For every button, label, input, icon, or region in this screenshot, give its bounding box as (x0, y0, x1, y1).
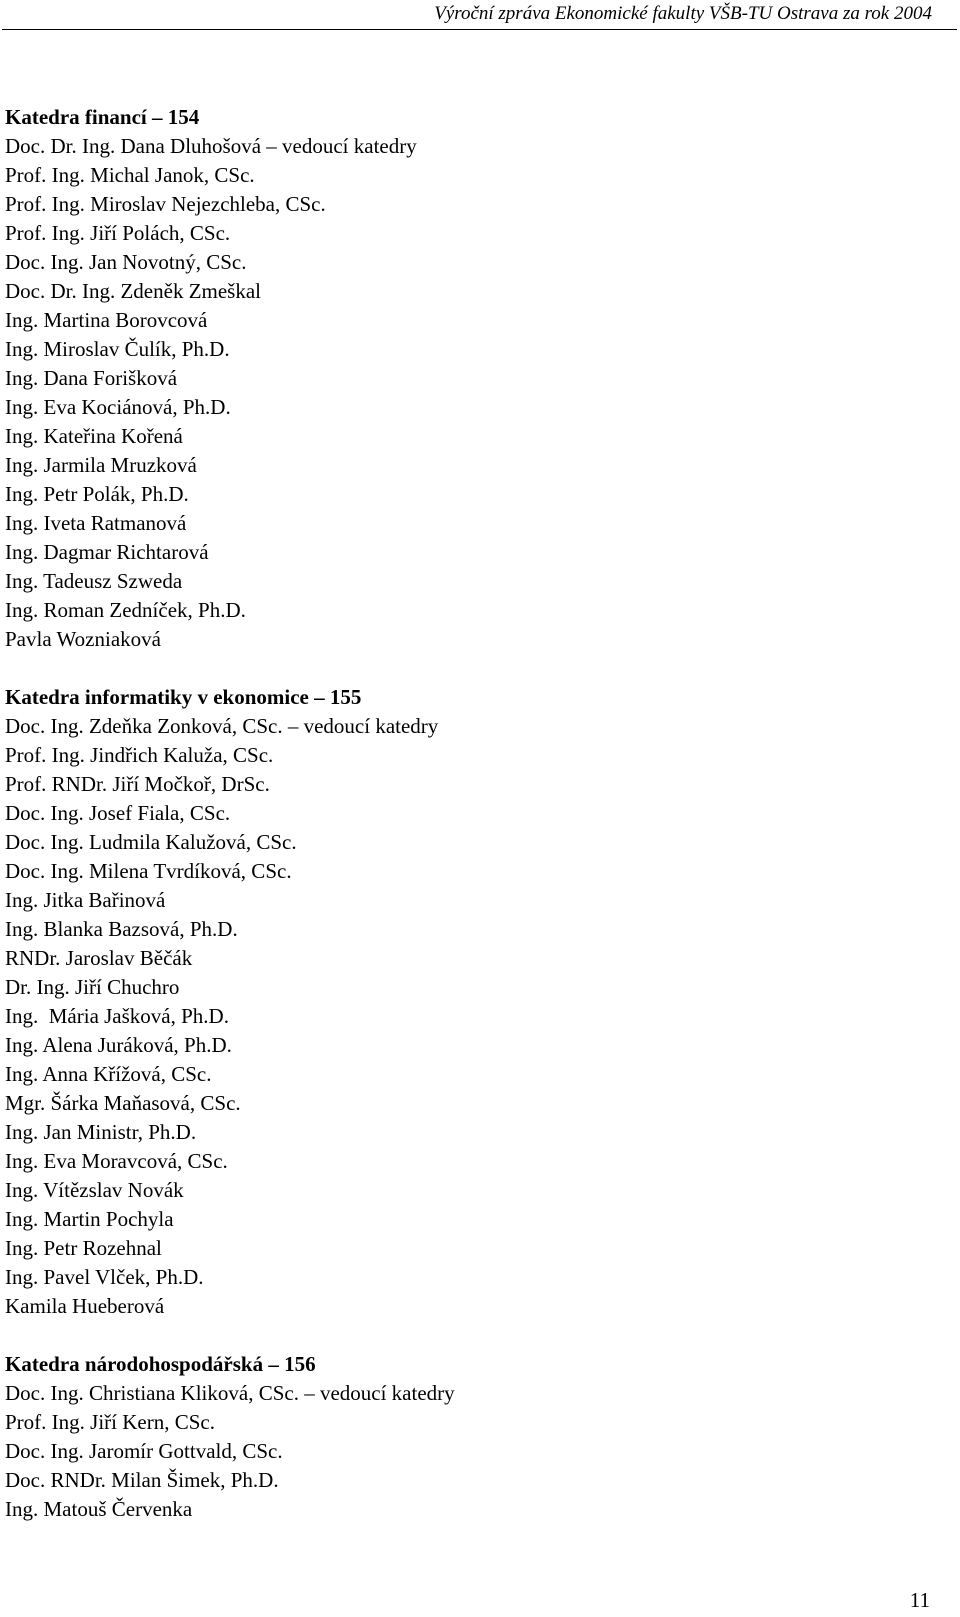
staff-member: Doc. Ing. Ludmila Kalužová, CSc. (5, 830, 297, 854)
staff-member: Doc. Ing. Zdeňka Zonková, CSc. – vedoucí katedry (5, 714, 439, 738)
staff-member: Ing. Pavel Vlček, Ph.D. (5, 1265, 204, 1289)
department-title: Katedra informatiky v ekonomice – 155 (5, 685, 362, 709)
staff-member: Ing. Mária Jašková, Ph.D. (5, 1004, 229, 1028)
staff-member: Ing. Roman Zedníček, Ph.D. (5, 598, 246, 622)
staff-member: Ing. Jitka Bařinová (5, 888, 166, 912)
staff-member: Ing. Kateřina Kořená (5, 424, 183, 448)
staff-member: Doc. Ing. Jan Novotný, CSc. (5, 250, 247, 274)
staff-member: Doc. Ing. Milena Tvrdíková, CSc. (5, 859, 292, 883)
staff-member: Ing. Jarmila Mruzková (5, 453, 197, 477)
staff-member: Mgr. Šárka Maňasová, CSc. (5, 1091, 241, 1115)
staff-member: Doc. Dr. Ing. Zdeněk Zmeškal (5, 279, 262, 303)
staff-member: Kamila Hueberová (5, 1294, 165, 1318)
staff-member: Prof. RNDr. Jiří Močkoř, DrSc. (5, 772, 270, 796)
department-section (5, 683, 925, 1321)
staff-member: Prof. Ing. Jindřich Kaluža, CSc. (5, 743, 274, 767)
staff-member: Prof. Ing. Jiří Kern, CSc. (5, 1410, 215, 1434)
staff-member: Prof. Ing. Michal Janok, CSc. (5, 163, 255, 187)
staff-member: Ing. Miroslav Čulík, Ph.D. (5, 337, 230, 361)
staff-member: Ing. Dana Forišková (5, 366, 178, 390)
staff-member: Doc. RNDr. Milan Šimek, Ph.D. (5, 1468, 279, 1492)
staff-member: Ing. Petr Rozehnal (5, 1236, 162, 1260)
staff-member: Ing. Dagmar Richtarová (5, 540, 209, 564)
department-list (5, 103, 925, 1524)
staff-member: Prof. Ing. Jiří Polách, CSc. (5, 221, 231, 245)
department-section (5, 1350, 925, 1524)
staff-member: Ing. Anna Křížová, CSc. (5, 1062, 212, 1086)
staff-member: Ing. Iveta Ratmanová (5, 511, 187, 535)
staff-member: Pavla Wozniaková (5, 627, 161, 651)
staff-member: Ing. Jan Ministr, Ph.D. (5, 1120, 197, 1144)
staff-member: Dr. Ing. Jiří Chuchro (5, 975, 180, 999)
staff-member: Ing. Eva Moravcová, CSc. (5, 1149, 228, 1173)
staff-member: Ing. Matouš Červenka (5, 1497, 193, 1521)
staff-member: Ing. Alena Juráková, Ph.D. (5, 1033, 232, 1057)
department-title: Katedra národohospodářská – 156 (5, 1352, 316, 1376)
staff-member: Ing. Eva Kociánová, Ph.D. (5, 395, 231, 419)
staff-member: Ing. Martin Pochyla (5, 1207, 174, 1231)
staff-member: Doc. Dr. Ing. Dana Dluhošová – vedoucí katedry (5, 134, 417, 158)
header-rule (2, 29, 957, 30)
staff-member: Ing. Blanka Bazsová, Ph.D. (5, 917, 238, 941)
staff-member: Ing. Tadeusz Szweda (5, 569, 183, 593)
staff-member: Doc. Ing. Jaromír Gottvald, CSc. (5, 1439, 283, 1463)
running-header-title: Výroční zpráva Ekonomické fakulty VŠB-TU Ostrava za rok 2004 (434, 3, 932, 24)
department-title: Katedra financí – 154 (5, 105, 200, 129)
page-number: 11 (909, 1588, 930, 1612)
staff-member: Ing. Vítězslav Novák (5, 1178, 184, 1202)
staff-member: RNDr. Jaroslav Běčák (5, 946, 193, 970)
staff-member: Doc. Ing. Josef Fiala, CSc. (5, 801, 231, 825)
staff-member: Ing. Martina Borovcová (5, 308, 208, 332)
staff-member: Doc. Ing. Christiana Kliková, CSc. – vedoucí katedry (5, 1381, 455, 1405)
staff-member: Prof. Ing. Miroslav Nejezchleba, CSc. (5, 192, 326, 216)
staff-member: Ing. Petr Polák, Ph.D. (5, 482, 189, 506)
department-section (5, 103, 925, 654)
